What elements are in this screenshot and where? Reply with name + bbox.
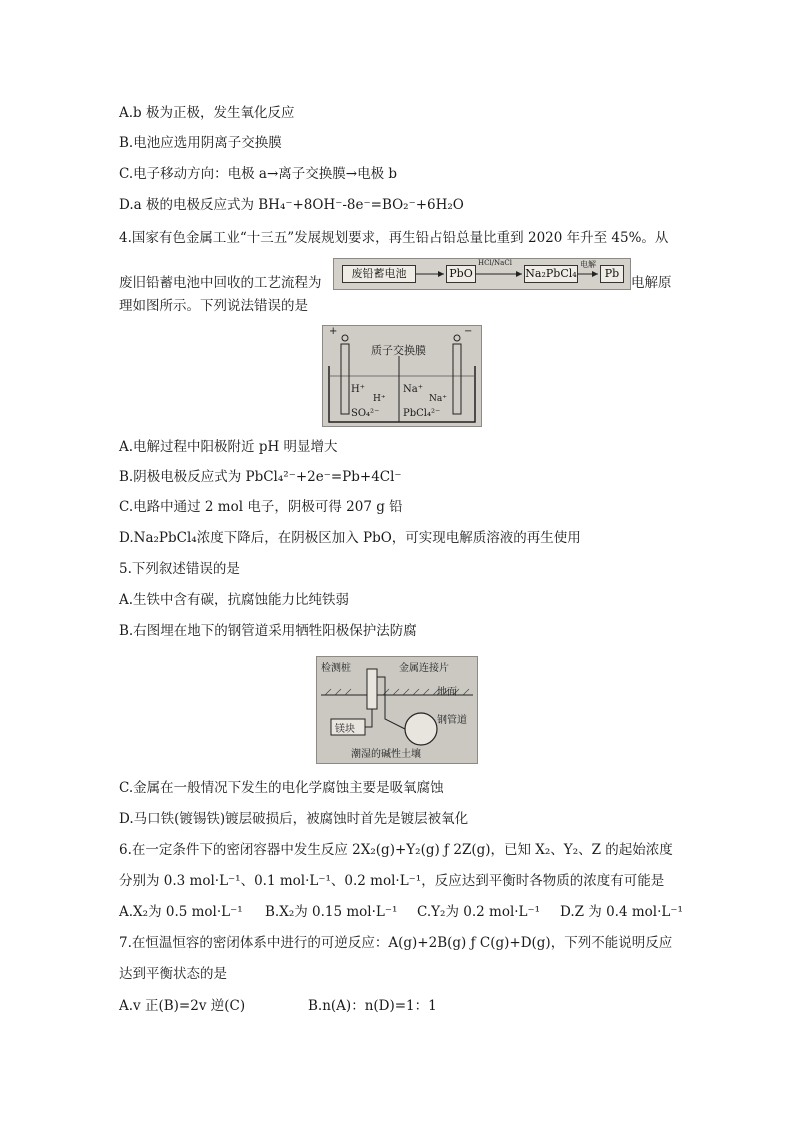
q3-option-b: B.电池应选用阴离子交换膜: [119, 135, 282, 151]
q7-stem-line1: 7.在恒温恒容的密闭体系中进行的可逆反应：A(g)+2B(g) ƒ C(g)+D(g)，下列不能说明反应: [119, 935, 673, 951]
connector-label: 金属连接片: [399, 663, 449, 674]
magnesium-block-label: 镁块: [335, 724, 355, 735]
ion-na-left: Na⁺: [403, 384, 423, 395]
pipeline-protection-figure: [316, 656, 478, 764]
ion-sulfate: SO₄²⁻: [351, 408, 380, 419]
steel-pipe-label: 钢管道: [437, 715, 467, 726]
q5-option-a: A.生铁中含有碳，抗腐蚀能力比纯铁弱: [119, 592, 350, 608]
q7-option-a: A.v 正(B)=2v 逆(C): [119, 998, 246, 1014]
electrolysis-cell-drawing: [323, 326, 481, 426]
process-flow-figure: [333, 258, 631, 290]
q7-option-b: B.n(A)：n(D)=1：1: [308, 998, 437, 1014]
q3-option-a: A.b 极为正极，发生氧化反应: [119, 105, 295, 121]
ion-h-right: H⁺: [373, 394, 386, 404]
flow-step-waste-battery: 废铅蓄电池: [342, 265, 416, 283]
q5-option-d: D.马口铁(镀锡铁)镀层破损后，被腐蚀时首先是镀层被氧化: [119, 811, 469, 827]
q3-option-c: C.电子移动方向：电极 a→离子交换膜→电极 b: [119, 166, 398, 182]
soil-label: 潮湿的碱性土壤: [351, 749, 421, 760]
q4-option-d: D.Na₂PbCl₄浓度下降后，在阴极区加入 PbO，可实现电解质溶液的再生使用: [119, 530, 581, 546]
test-pile-label: 检测桩: [321, 663, 351, 674]
q5-stem: 5.下列叙述错误的是: [119, 561, 240, 577]
q6-option-b: B.X₂为 0.15 mol·L⁻¹: [265, 904, 398, 920]
q6-option-a: A.X₂为 0.5 mol·L⁻¹: [119, 904, 243, 920]
electrolysis-cell-figure: [322, 325, 482, 427]
flow-step-na2pbcl4: Na₂PbCl₄: [524, 265, 578, 283]
q5-option-c: C.金属在一般情况下发生的电化学腐蚀主要是吸氧腐蚀: [119, 780, 444, 796]
flow-step-pbo: PbO: [446, 265, 476, 283]
q5-option-b: B.右图埋在地下的钢管道采用牺牲阳极保护法防腐: [119, 623, 417, 639]
ion-pbcl4: PbCl₄²⁻: [403, 408, 441, 419]
cathode-minus-label: −: [464, 326, 473, 337]
q4-stem-line2-post: 电解原: [631, 275, 672, 291]
flow-arrow-electrolysis-label: 电解: [580, 260, 596, 269]
flow-step-pb: Pb: [600, 265, 624, 283]
ion-na-right: Na⁺: [429, 394, 447, 404]
membrane-label: 质子交换膜: [371, 344, 426, 357]
flow-arrow-reagent-label: HCl/NaCl: [478, 259, 512, 267]
q6-option-d: D.Z 为 0.4 mol·L⁻¹: [560, 904, 683, 920]
ground-label: 地面: [437, 687, 457, 698]
q4-option-a: A.电解过程中阳极附近 pH 明显增大: [119, 439, 338, 455]
q6-stem-line1: 6.在一定条件下的密闭容器中发生反应 2X₂(g)+Y₂(g) ƒ 2Z(g)，已知 X₂、Y₂、Z 的起始浓度: [119, 842, 673, 858]
q3-option-d: D.a 极的电极反应式为 BH₄⁻+8OH⁻-8e⁻=BO₂⁻+6H₂O: [119, 197, 464, 213]
q6-option-c: C.Y₂为 0.2 mol·L⁻¹: [417, 904, 541, 920]
q4-stem-line2-pre: 废旧铅蓄电池中回收的工艺流程为: [119, 275, 322, 291]
q4-stem-line3: 理如图所示。下列说法错误的是: [119, 298, 308, 314]
ion-h-left: H⁺: [351, 384, 365, 395]
q4-option-b: B.阴极电极反应式为 PbCl₄²⁻+2e⁻=Pb+4Cl⁻: [119, 469, 402, 485]
q6-stem-line2: 分别为 0.3 mol·L⁻¹、0.1 mol·L⁻¹、0.2 mol·L⁻¹，反应达到平衡时各物质的浓度有可能是: [119, 873, 665, 889]
q7-stem-line2: 达到平衡状态的是: [119, 966, 227, 982]
q4-stem-line1: 4.国家有色金属工业“十三五”发展规划要求，再生铅占铅总量比重到 2020 年升至 45%。从: [119, 230, 669, 246]
anode-plus-label: +: [329, 326, 338, 337]
q4-option-c: C.电路中通过 2 mol 电子，阴极可得 207 g 铅: [119, 499, 403, 515]
